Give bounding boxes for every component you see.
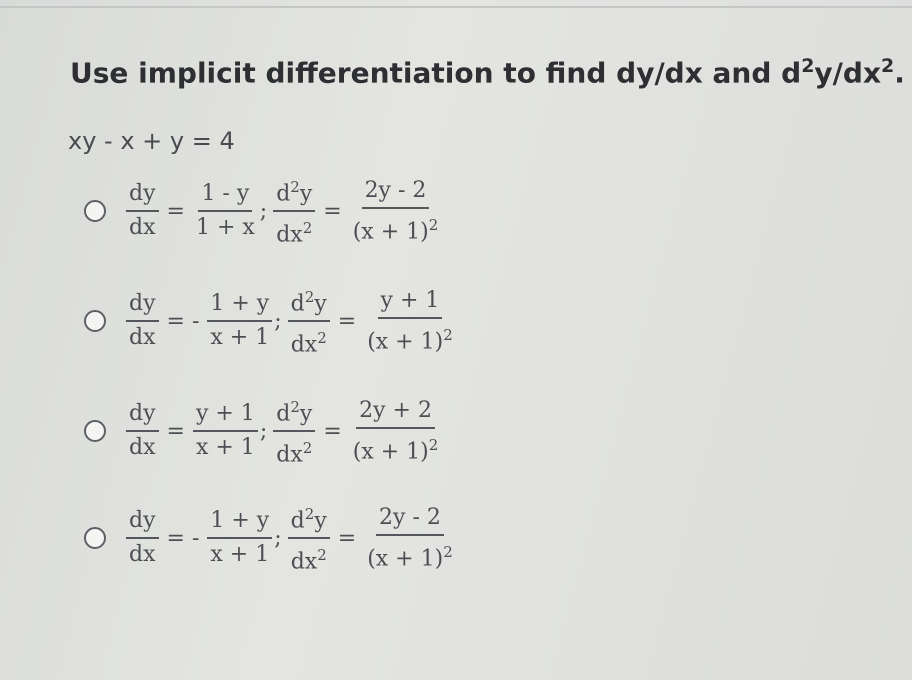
separator: ; <box>274 308 282 334</box>
radio-button[interactable] <box>84 420 106 442</box>
answer-option-4[interactable] <box>84 500 456 577</box>
second-derivative-fraction: $\frac{2y - 2}{(x + 1)^2}$ <box>367 504 453 571</box>
first-derivative-fraction: $\frac{1 - y}{1 + x}$ <box>195 181 255 241</box>
first-derivative-fraction: $\frac{1 + y}{x + 1}$ <box>207 290 272 352</box>
d2y-dx2-fraction: $\frac{d^2y}{dx^2}$ <box>273 393 315 470</box>
radio-button[interactable] <box>84 310 106 332</box>
equals-sign: = <box>337 308 357 334</box>
equals-sign: = <box>337 525 357 551</box>
radio-button[interactable] <box>84 527 106 549</box>
first-derivative-fraction: $\frac{1 + y}{x + 1}$ <box>207 507 272 569</box>
equals-sign: = <box>166 418 185 444</box>
equals-sign: = <box>323 418 342 444</box>
d2y-dx2-fraction: $\frac{d^2y}{dx^2}$ <box>288 500 330 577</box>
separator: ; <box>259 198 268 224</box>
question-text: Use implicit differentiation to find dy/dx and $d^2y/dx^2$. <box>70 55 905 90</box>
separator: ; <box>259 418 268 444</box>
equals-sign: = <box>166 198 185 224</box>
first-derivative-fraction: $\frac{y + 1}{x + 1}$ <box>193 400 258 462</box>
dy-dx-fraction: $\frac{dy}{dx}$ <box>126 507 159 569</box>
top-divider <box>0 6 912 8</box>
dy-dx-fraction: $\frac{dy}{dx}$ <box>126 180 159 242</box>
answer-option-3[interactable] <box>84 393 441 470</box>
given-equation: xy - x + y = 4 <box>68 127 235 155</box>
dy-dx-fraction: $\frac{dy}{dx}$ <box>126 290 159 352</box>
equals-sign: = <box>323 198 342 224</box>
second-derivative-fraction: $\frac{2y + 2}{(x + 1)^2}$ <box>352 397 439 464</box>
dy-dx-fraction: $\frac{dy}{dx}$ <box>126 400 159 462</box>
equals-sign: = - <box>166 308 200 334</box>
d2y-dx2-fraction: $\frac{d^2y}{dx^2}$ <box>273 173 315 250</box>
d2y-dx2-fraction: $\frac{d^2y}{dx^2}$ <box>288 283 330 360</box>
equals-sign: = - <box>166 525 200 551</box>
radio-button[interactable] <box>84 200 106 222</box>
second-derivative-fraction: $\frac{2y - 2}{(x + 1)^2}$ <box>352 177 439 244</box>
separator: ; <box>274 525 282 551</box>
answer-option-1[interactable] <box>84 173 441 250</box>
answer-option-2[interactable] <box>84 283 456 360</box>
second-derivative-fraction: $\frac{y + 1}{(x + 1)^2}$ <box>367 287 453 354</box>
